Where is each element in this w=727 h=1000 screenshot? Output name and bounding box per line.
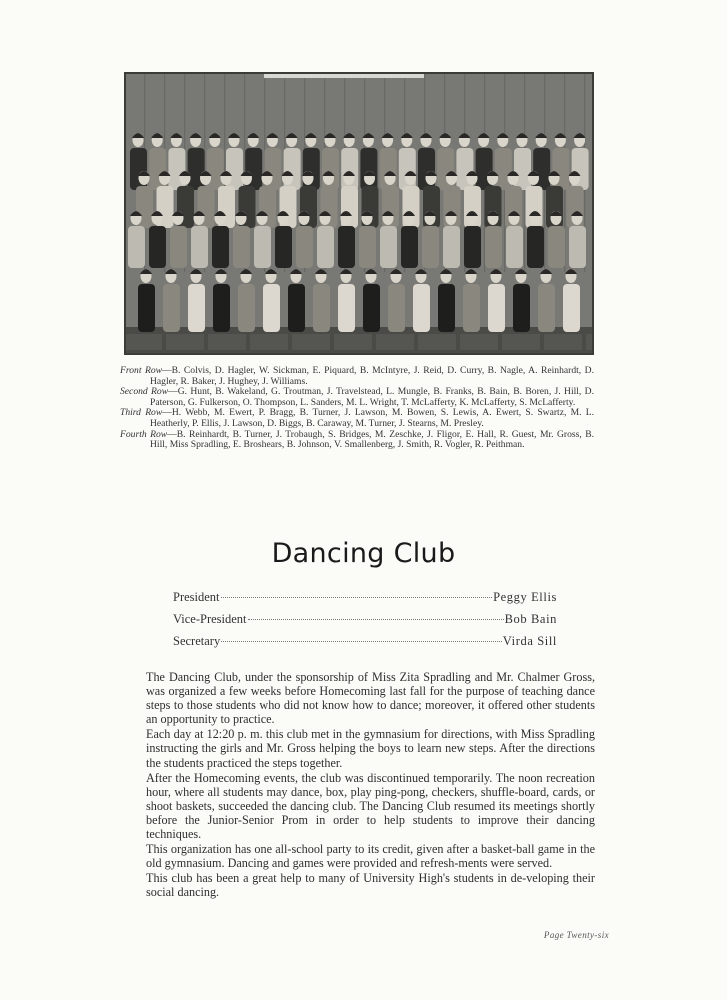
officer-name: Virda Sill — [502, 634, 557, 648]
leader-dots — [248, 619, 504, 620]
paragraph-text: This club has been a great help to many of University High's students in de-veloping their social dancing. — [146, 871, 595, 900]
body-paragraph — [146, 771, 595, 841]
caption-row-names: H. Webb, M. Ewert, P. Bragg, B. Turner, J. Lawson, M. Bowen, S. Lewis, A. Ewert, S. Swartz, M. L. Heatherly, P. Ellis, J. Lawson, D. Biggs, B. Caraway, M. Turner, J. Stearns, M. Presley. — [150, 407, 594, 429]
group-photo — [124, 72, 594, 355]
caption-row-label: Third Row — [120, 407, 163, 419]
officer-name: Peggy Ellis — [493, 590, 557, 604]
leader-dots — [221, 641, 502, 642]
photo-caption — [120, 366, 594, 451]
paragraph-text: This organization has one all-school party to its credit, given after a basket-ball game in the old gymnasium. Dancing and games were provided and refresh-ments were served. — [146, 842, 595, 871]
officer-row — [173, 590, 557, 612]
paragraph-text: The Dancing Club, under the sponsorship of Miss Zita Spradling and Mr. Chalmer Gross, was organized a few weeks before Homecoming last fall for the purpose of teaching dance steps to those students who did not know how to dance; moreover, it offered other students an opportunity to practice. — [146, 670, 595, 727]
officer-role: President — [173, 590, 220, 604]
caption-row-label: Front Row — [120, 365, 163, 376]
body-paragraph — [146, 727, 595, 769]
leader-dots — [221, 597, 493, 598]
caption-row — [120, 387, 594, 408]
officers-list — [173, 590, 557, 656]
caption-row-names: G. Hunt, B. Wakeland, G. Troutman, J. Travelstead, L. Mungle, B. Franks, B. Bain, B. Boren, J. Hill, D. Paterson, G. Fulkerson, O. Thompson, L. Sanders, M. L. Wright, T. McLafferty, K. McLafferty, S. McLafferty. — [150, 386, 594, 408]
caption-row-label: Fourth Row — [120, 428, 168, 440]
officer-row — [173, 612, 557, 634]
body-paragraph — [146, 670, 595, 726]
page-title: Dancing Club — [271, 538, 456, 569]
caption-row-label: Second Row — [120, 386, 169, 398]
caption-row — [120, 366, 594, 387]
caption-separator: — — [162, 407, 172, 419]
officer-name: Bob Bain — [504, 612, 557, 626]
paragraph-text: After the Homecoming events, the club was discontinued temporarily. The noon recreation hour, where all students may dance, box, play ping-pong, checkers, shuffle-board, cards, or shoot baskets, succeeded the dancing club. The Dancing Club resumed its meetings shortly before the Junior-Senior Prom in order to help students to improve their dancing techniques. — [146, 770, 595, 842]
page-number: Page Twenty-six — [543, 930, 609, 940]
caption-row-names: B. Colvis, D. Hagler, W. Sickman, E. Piquard, B. McIntyre, J. Reid, D. Curry, B. Nagle, A. Reinhardt, D. Hagler, R. Baker, J. Hughey, J. Williams. — [150, 365, 594, 387]
officer-row — [173, 634, 557, 656]
caption-row — [120, 408, 594, 429]
caption-separator: — — [167, 428, 177, 440]
paragraph-text: Each day at 12:20 p. m. this club met in the gymnasium for directions, with Miss Spradling instructing the girls and Mr. Gross helping the boys to learn new steps. After the directions the students practiced the steps together. — [146, 727, 595, 770]
officer-role: Vice-President — [173, 612, 247, 626]
caption-separator: — — [168, 386, 178, 398]
caption-separator: — — [162, 365, 172, 376]
caption-row — [120, 430, 594, 451]
group-photo-icon — [124, 72, 594, 355]
body-paragraph — [146, 842, 595, 870]
body-paragraph — [146, 871, 595, 899]
caption-row-names: B. Reinhardt, B. Turner, J. Trobaugh, S. Bridges, M. Zeschke, J. Fligor, E. Hall, R. Guest, Mr. Gross, B. Hill, Miss Spradling, E. Broshears, B. Johnson, V. Smallenberg, J. Smith, R. Vogler, R. Peithman. — [150, 428, 594, 451]
officer-role: Secretary — [173, 634, 221, 648]
article-body — [146, 670, 595, 901]
